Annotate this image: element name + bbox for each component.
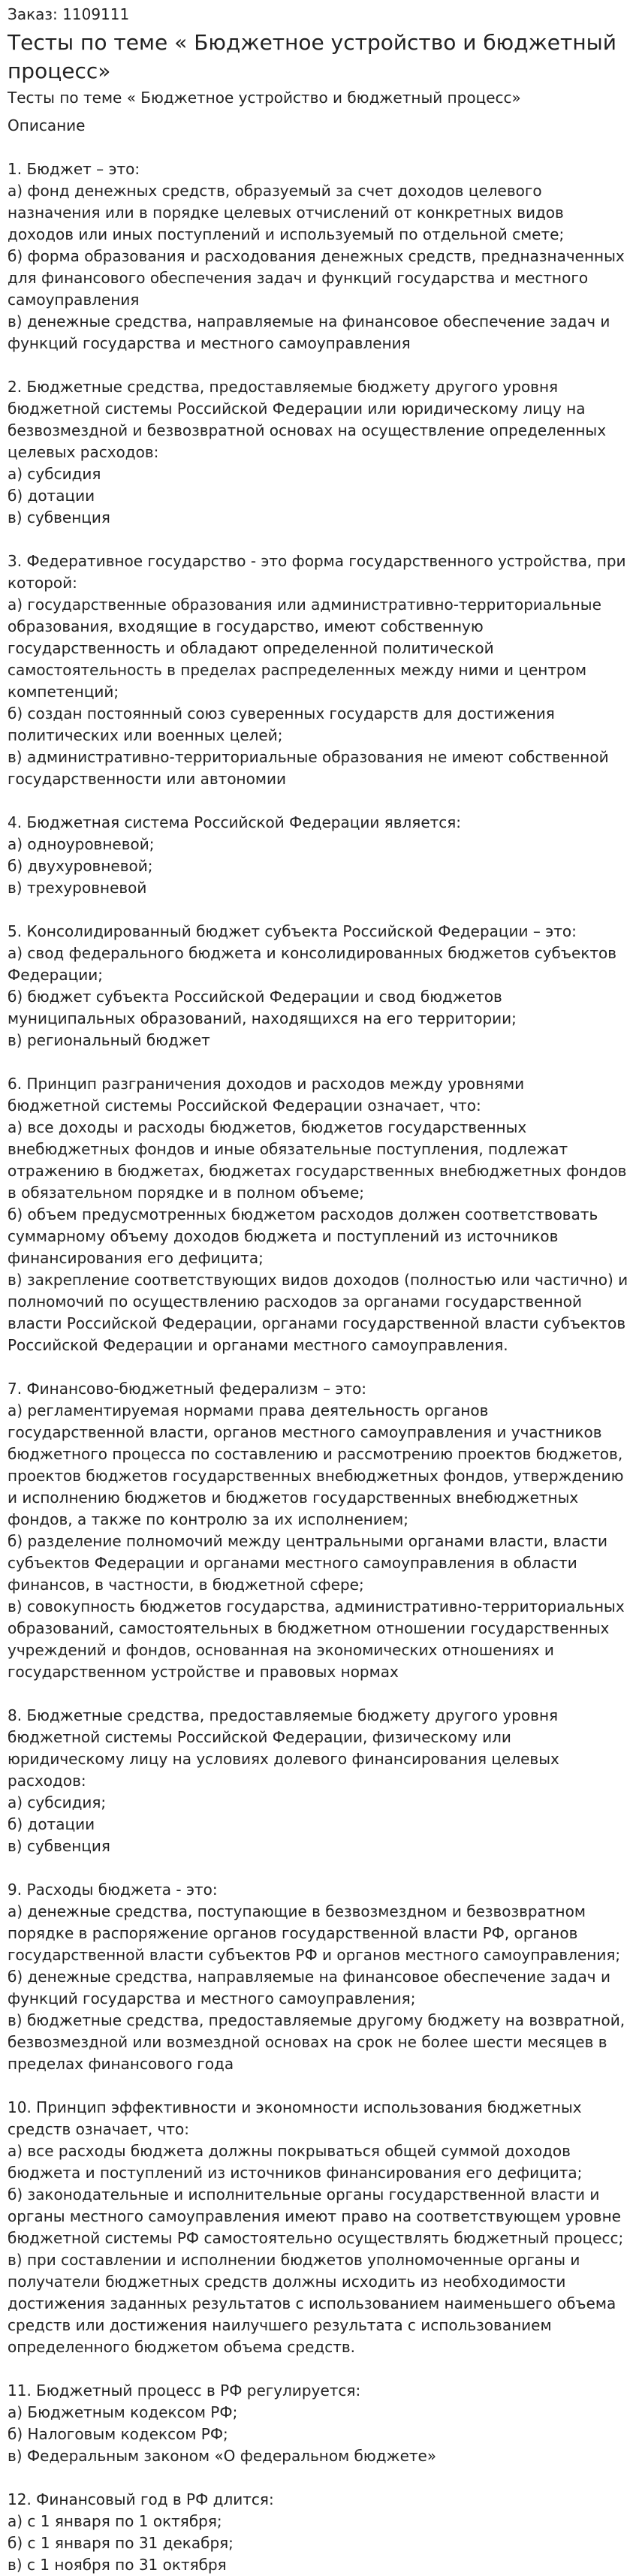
answer-option: в) субвенция [8, 508, 110, 526]
spacer [8, 1356, 630, 1378]
question-block [8, 550, 630, 790]
question-text: 4. Бюджетная система Российской Федерации является: [8, 813, 462, 831]
question-block [8, 812, 630, 899]
answer-option: а) все доходы и расходы бюджетов, бюджетов государственных внебюджетных фондов и иные обязательные поступления, подлежат отражению в бюджетах, бюджетах государственных внебюджетных фондов в обязательном порядке и в полном объеме; [8, 1118, 631, 1202]
answer-option: а) денежные средства, поступающие в безвозмездном и безвозвратном порядке в распоряжение органов государственной власти РФ, органов государственной власти субъектов РФ и органов местного самоуправления; [8, 1902, 621, 1964]
spacer [8, 790, 630, 812]
question-text: 2. Бюджетные средства, предоставляемые бюджету другого уровня бюджетной системы Российской Федерации или юридическому лицу на безвозмездной и безвозвратной основах на осуществление определенных целевых расходов: [8, 378, 611, 461]
question-text: 6. Принцип разграничения доходов и расходов между уровнями [8, 1075, 525, 1093]
question-block [8, 2097, 630, 2358]
spacer [8, 899, 630, 921]
question-block [8, 1073, 633, 1356]
answer-option: а) регламентируемая нормами права деятельность органов государственной власти, органов местного самоуправления и участников бюджетного процесса по составлению и рассмотрению проектов бюджетов, проектов бюджетов государственных внебюджетных фондов, утверждению и исполнению бюджетов и бюджетов государственных внебюджетных фондов, а также по контролю за их исполнением; [8, 1401, 628, 1528]
answer-option: б) бюджет субъекта Российской Федерации и свод бюджетов муниципальных образований, находящихся на его территории; [8, 988, 517, 1027]
question-block [8, 1705, 630, 1857]
answer-option: в) субвенция [8, 1837, 110, 1855]
question-block [8, 2489, 630, 2576]
answer-option: б) с 1 января по 31 декабря; [8, 2534, 234, 2552]
spacer [8, 1051, 630, 1073]
answer-option: а) с 1 января по 1 октября; [8, 2512, 222, 2530]
question-text: 9. Расходы бюджета - это: [8, 1881, 218, 1899]
answer-option: б) объем предусмотренных бюджетом расходов должен соответствовать суммарному объему доходов бюджета и поступлений из источников финансирования его дефицита; [8, 1205, 603, 1267]
answer-option: а) субсидия [8, 465, 101, 483]
answer-option: в) региональный бюджет [8, 1031, 210, 1049]
order-number: Заказ: 1109111 [8, 5, 130, 23]
page-subtitle: Тесты по теме « Бюджетное устройство и бюджетный процесс» [8, 89, 521, 107]
question-block [8, 1879, 630, 2075]
answer-option: а) все расходы бюджета должны покрываться общей суммой доходов бюджета и поступлений из источников финансирования его дефицита; [8, 2142, 583, 2182]
question-text: 3. Федеративное государство - это форма государственного устройства, при которой: [8, 552, 631, 592]
answer-option: а) одноуровневой; [8, 835, 155, 853]
spacer [8, 137, 630, 158]
answer-option: а) Бюджетным кодексом РФ; [8, 2403, 238, 2421]
spacer [8, 354, 630, 376]
answer-option: а) субсидия; [8, 1793, 107, 1811]
answer-option: в) трехуровневой [8, 879, 147, 897]
answer-option: б) создан постоянный союз суверенных государств для достижения политических или военных целей; [8, 704, 560, 744]
answer-option: б) дотации [8, 1815, 95, 1833]
answer-option: в) при составлении и исполнении бюджетов уполномоченные органы и получатели бюджетных средств должны исходить из необходимости достижения заданных результатов с использованием наименьшего объема средств или достижения наилучшего результата с использованием определенного бюджетом объема средств. [8, 2251, 621, 2356]
question-text: 5. Консолидированный бюджет субъекта Российской Федерации – это: [8, 922, 577, 940]
answer-option: в) бюджетные средства, предоставляемые другому бюджету на возвратной, безвозмездной или возмездной основах на срок не более шести месяцев в пределах финансового года [8, 2011, 630, 2073]
spacer [8, 1857, 630, 1879]
answer-option: б) денежные средства, направляемые на финансовое обеспечение задач и функций государства и местного самоуправления; [8, 1968, 616, 2007]
answer-option: б) двухуровневой; [8, 857, 153, 875]
spacer [8, 2467, 630, 2489]
description-label: Описание [8, 116, 86, 134]
answer-option: в) денежные средства, направляемые на финансовое обеспечение задач и функций государства и местного самоуправления [8, 312, 615, 352]
question-text: 7. Финансово-бюджетный федерализм – это: [8, 1380, 367, 1398]
question-block [8, 921, 630, 1051]
question-text: 8. Бюджетные средства, предоставляемые бюджету другого уровня бюджетной системы Российской Федерации, физическому или юридическому лицу на условиях долевого финансирования целевых расходов: [8, 1706, 565, 1790]
answer-option: в) административно-территориальные образования не имеют собственной государственности или автономии [8, 748, 613, 788]
answer-option: б) Налоговым кодексом РФ; [8, 2425, 228, 2443]
question-text: 11. Бюджетный процесс в РФ регулируется: [8, 2381, 361, 2400]
answer-option: в) совокупность бюджетов государства, административно-территориальных образований, самостоятельных в бюджетном отношении государственных учреждений и фондов, основанная на экономических отношениях и государственном устройстве и правовых нормах [8, 1597, 630, 1681]
answer-option: а) государственные образования или административно-территориальные образования, входящие в государство, имеют собственную государственность и обладают определенной политической самостоятельность в пределах распределенных между ними и центром компетенций; [8, 596, 607, 701]
question-block [8, 158, 630, 354]
answer-option: в) с 1 ноября по 31 октября [8, 2556, 227, 2574]
answer-option: в) Федеральным законом «О федеральном бюджете» [8, 2447, 437, 2465]
answer-option: б) разделение полномочий между центральными органами власти, власти субъектов Федерации и органами местного самоуправления в области финансов, в частности, в бюджетной сфере; [8, 1532, 613, 1594]
question-text: 10. Принцип эффективности и экономности использования бюджетных средств означает, что: [8, 2098, 586, 2138]
page-title: Тесты по теме « Бюджетное устройство и бюджетный процесс» [8, 30, 616, 83]
answer-option: а) фонд денежных средств, образуемый за счет доходов целевого назначения или в порядке целевых отчислений от конкретных видов доходов или иных поступлений и используемый по отдельной смете; [8, 182, 569, 243]
spacer [8, 2075, 630, 2097]
answer-option: в) закрепление соответствующих видов доходов (полностью или частично) и полномочий по осуществлению расходов за органами государственной власти Российской Федерации, органами государственной власти субъектов Российской Федерации и органами местного самоуправления. [8, 1271, 633, 1354]
spacer [8, 2358, 630, 2380]
question-block [8, 376, 630, 529]
answer-option: б) дотации [8, 487, 95, 505]
question-block [8, 1378, 630, 1683]
questions-list [8, 158, 633, 2576]
question-block [8, 2380, 630, 2467]
answer-option: а) свод федерального бюджета и консолидированных бюджетов субъектов Федерации; [8, 944, 622, 984]
question-text: 1. Бюджет – это: [8, 160, 140, 178]
spacer [8, 1683, 630, 1705]
answer-option: б) форма образования и расходования денежных средств, предназначенных для финансового обеспечения задач и функций государства и местного самоуправления [8, 247, 630, 309]
answer-option: б) законодательные и исполнительные органы государственной власти и органы местного самоуправления имеют право на соответствующем уровне бюджетной системы РФ самостоятельно осуществлять бюджетный процесс; [8, 2185, 626, 2247]
question-text: 12. Финансовый год в РФ длится: [8, 2490, 274, 2508]
answer-option: бюджетной системы Российской Федерации означает, что: [8, 1096, 481, 1115]
spacer [8, 529, 630, 550]
